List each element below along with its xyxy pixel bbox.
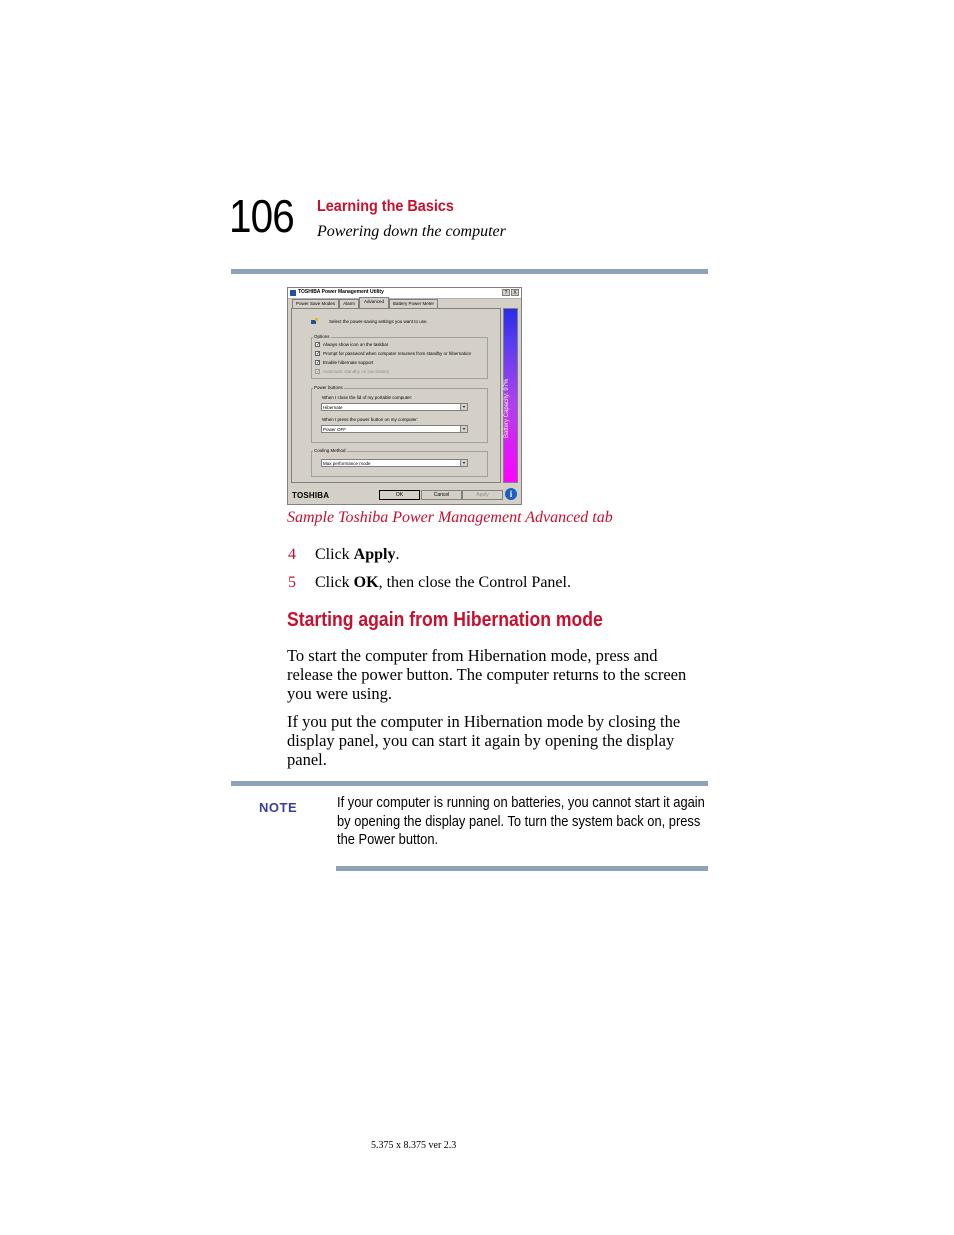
- note-label: NOTE: [259, 800, 298, 815]
- tab-power-save-modes[interactable]: Power Save Modes: [292, 299, 339, 308]
- section-heading: Starting again from Hibernation mode: [287, 609, 603, 631]
- cooling-method-value: Max performance mode: [323, 461, 371, 466]
- checkbox-label: Automatic standby on low battery: [323, 369, 390, 374]
- step-text: [315, 546, 399, 564]
- info-icon[interactable]: i: [505, 488, 517, 500]
- checkbox-enable-hibernate[interactable]: ✓: [316, 360, 321, 366]
- tab-alarm[interactable]: Alarm: [339, 299, 359, 308]
- page-footer: 5.375 x 8.375 ver 2.3: [371, 1140, 457, 1151]
- lid-label: When I close the lid of my portable computer:: [322, 395, 413, 400]
- figure-caption: Sample Toshiba Power Management Advanced tab: [287, 509, 613, 526]
- step-text: [315, 574, 571, 592]
- step-prefix: Click: [315, 546, 354, 563]
- power-button-action-value: Power OFF: [323, 427, 347, 432]
- cancel-button[interactable]: Cancel: [421, 490, 462, 500]
- power-button-action-select[interactable]: [321, 425, 468, 433]
- step-bold: OK: [353, 574, 379, 591]
- advanced-tab-panel: [291, 308, 501, 483]
- app-icon: [290, 290, 296, 296]
- checkbox-label: Always show icon on the taskbar: [323, 342, 389, 347]
- checkbox-label: Prompt for password when computer resumes from standby or hibernation: [323, 351, 472, 356]
- checkbox-automatic-standby[interactable]: ✓: [316, 369, 321, 375]
- step-number: 5: [288, 574, 296, 591]
- tab-battery-power-meter[interactable]: Battery Power Meter: [389, 299, 438, 308]
- chapter-title: Learning the Basics: [317, 198, 454, 215]
- instruction-text: Select the power-saving settings you want to use.: [329, 319, 428, 324]
- power-management-screenshot: [287, 287, 522, 505]
- checkbox-always-show-icon[interactable]: ✓: [316, 342, 321, 348]
- step-bold: Apply: [353, 546, 396, 563]
- lid-action-value: Hibernate: [323, 405, 343, 410]
- power-button-label: When I press the power button on my computer:: [322, 417, 419, 422]
- options-group-label: Options: [314, 334, 330, 339]
- cooling-method-select[interactable]: [321, 459, 468, 467]
- checkbox-prompt-password[interactable]: ✓: [316, 351, 321, 357]
- dialog-titlebar: [288, 288, 521, 299]
- note-bottom-rule: [336, 866, 708, 871]
- step-suffix: .: [395, 546, 400, 563]
- lid-action-select[interactable]: [321, 403, 468, 411]
- page-number: 106: [229, 190, 294, 242]
- section-title: Powering down the computer: [317, 223, 506, 240]
- step-prefix: Click: [315, 574, 354, 591]
- cooling-method-group-label: Cooling Method: [314, 448, 346, 453]
- power-buttons-group-label: Power buttons: [314, 385, 343, 390]
- power-plug-icon: [310, 317, 319, 326]
- apply-button[interactable]: Apply: [462, 490, 503, 500]
- paragraph: To start the computer from Hibernation mode, press and release the power button. The computer returns to the screen you were using.: [287, 646, 687, 703]
- step-number: 4: [288, 546, 296, 563]
- chevron-down-icon: ▾: [460, 426, 467, 432]
- chevron-down-icon: ▾: [460, 460, 467, 466]
- paragraph: If you put the computer in Hibernation mode by closing the display panel, you can start it again by opening the display panel.: [287, 712, 681, 769]
- help-button[interactable]: ?: [502, 289, 510, 296]
- toshiba-logo: TOSHIBA: [292, 491, 330, 500]
- checkbox-label: Enable hibernate support: [323, 360, 374, 365]
- tab-advanced[interactable]: Advanced: [359, 297, 389, 309]
- note-text: If your computer is running on batteries, you cannot start it again by opening the display panel. To turn the system back on, press the Power button.: [337, 794, 705, 848]
- battery-capacity-label: [504, 424, 510, 438]
- ok-button[interactable]: OK: [379, 490, 420, 500]
- note-top-rule: [231, 781, 708, 786]
- close-button[interactable]: X: [511, 289, 519, 296]
- step-suffix: , then close the Control Panel.: [378, 574, 571, 591]
- chevron-down-icon: ▾: [460, 404, 467, 410]
- header-rule: [231, 269, 708, 274]
- dialog-title: TOSHIBA Power Management Utility: [298, 289, 384, 295]
